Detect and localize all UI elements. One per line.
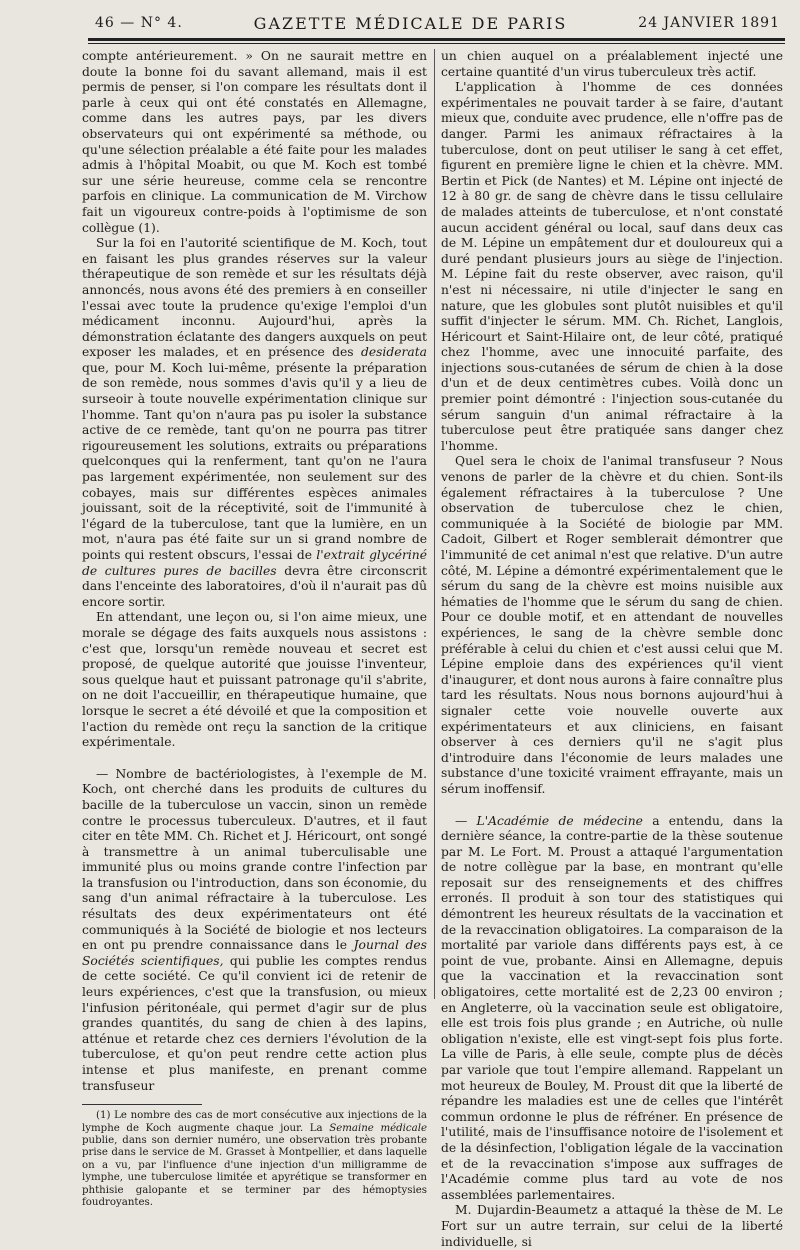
text-span: que, pour M. Koch lui-même, présente la préparation de son remède, nous sommes d'avis qu'il y a lieu de surseoir à toute nouvelle expérimentation clinique sur l'homme. Tant qu'on n'aura pas pu isoler la substance active de ce remède, tant qu'on ne pourra pas titrer rigoureusement les solutions, extraits ou préparations quelconques qui la renferment, tant qu'on ne l'aura pas largement expérimentée, non seulement sur des cobayes, mais sur différentes espèces animales jouissant, soit de la réceptivité, soit de l'immunité à l'égard de la tuberculose, tant que la lumière, en un mot, n'aura pas été faite sur un si grand nombre de points qui restent obscurs, l'essai de xyxy=(82,360,427,562)
text-span: Sur la foi en l'autorité scientifique de M. Koch, tout en faisant les plus grandes réserves sur la valeur thérapeutique de son remède et sur les résultats déjà annoncés, nous avons été des premiers à en conseiller l'essai avec toute la prudence qu'exige l'emploi d'un médicament inconnu. Aujourd'hui, après la démonstration éclatante des dangers auxquels on peut exposer les malades, et en présence des xyxy=(82,236,427,360)
right-paragraph-1: un chien auquel on a préalablement injecté une certaine quantité d'un virus tuberculeux très actif. xyxy=(441,49,783,79)
text-span: devra être circonscrit dans l'enceinte des laboratoires, d'où il n'aurait pas dû encore sortir. xyxy=(82,563,427,609)
text-span: a entendu, dans la dernière séance, la contre-partie de la thèse soutenue par M. Le Fort. M. Proust a attaqué l'argumentation de notre collègue par la base, en montrant qu'elle reposait sur des renseignements et des chiffres erronés. Il produit à son tour des statistiques qui démontrent les heureux résultats de la vaccination et de la revaccination obligatoires. La comparaison de la mortalité par variole dans différents pays est, à ce point de vue, probante. Ainsi en Allemagne, depuis que la vaccination et la revaccination sont obligatoires, cette mortalité est de 2,23 00 environ ; en Angleterre, où la vaccination seule est obligatoire, elle est trois fois plus grande ; en Autriche, où nulle obligation n'existe, elle est vingt-sept fois plus forte. La ville de Paris, à elle seule, compte plus de décès par variole que tout l'empire allemand. Rappelant un mot heureux de Bouley, M. Proust dit que la liberté de répandre les maladies est une de celles que l'intérêt commun ordonne le plus de réfréner. En présence de l'utilité, mais de l'insuffisance notoire de l'isolement et de la désinfection, l'obligation légale de la vaccination et de la revaccination s'impose aux suffrages de l'Académie comme plus tard au vote de nos assemblées parlementaires. xyxy=(441,813,783,1202)
right-paragraph-2: L'application à l'homme de ces données expérimentales ne pouvait tarder à se faire, d'autant mieux que, conduite avec prudence, elle n'offre pas de danger. Parmi les animaux réfractaires à la tuberculose, dont on peut utiliser le sang à cet effet, figurent en première ligne le chien et la chèvre. MM. Bertin et Pick (de Nantes) et M. Lépine ont injecté de 12 à 80 gr. de sang de chèvre dans le tissu cellulaire de malades atteints de tuberculose, et n'ont constaté aucun accident général ou local, sauf dans deux cas de M. Lépine un empâtement dur et douloureux qui a duré pendant plusieurs jours au siège de l'injection. M. Lépine fait du reste observer, avec raison, qu'il n'est ni nécessaire, ni utile d'injecter le sang en nature, que les globules sont plutôt nuisibles et qu'il suffit d'injecter le sérum. MM. Ch. Richet, Langlois, Héricourt et Saint-Hilaire ont, de leur côté, pratiqué chez l'homme, avec une innocuité parfaite, des injections sous-cutanées de sérum de chien à la dose d'un et de deux centimètres cubes. Voilà donc un premier point démontré : l'injection sous-cutanée du sérum sanguin d'un animal réfractaire à la tuberculose peut être pratiquée sans danger chez l'homme. xyxy=(441,80,783,453)
footnote xyxy=(82,1110,427,1209)
text-span: — Nombre de bactériologistes, à l'exemple de M. Koch, ont cherché dans les produits de cultures du bacille de la tuberculose un vaccin, sinon un remède contre le processus tuberculeux. D'autres, et il faut citer en tête MM. Ch. Richet et J. Héricourt, ont songé à transmettre à un animal tuberculisable une immunité plus ou moins grande contre l'infection par la transfusion ou l'introduction, dans son économie, du sang d'un animal réfractaire à la tuberculose. Les résultats des deux expérimentateurs ont été communiqués à la Société de biologie et nos lecteurs en ont pu prendre connaissance dans le xyxy=(82,766,427,953)
column-divider xyxy=(434,49,435,999)
left-paragraph-2 xyxy=(82,236,427,610)
right-paragraph-3: Quel sera le choix de l'animal transfuseur ? Nous venons de parler de la chèvre et du chien. Sont-ils également réfractaires à la tuberculose ? Une observation de tuberculose chez le chien, communiquée à la Société de biologie par MM. Cadoit, Gilbert et Roger semblerait démontrer que l'immunité de cet animal n'est que relative. D'un autre côté, M. Lépine a démontré expérimentalement que le sérum du sang de la chèvre est moins nuisible aux hématies de l'homme que le sérum du sang de chien. Pour ce double motif, et en attendant de nouvelles expériences, le sang de la chèvre semble donc préférable à celui du chien et c'est aussi celui que M. Lépine emploie dans des expériences qu'il vient d'inaugurer, et dont nous aurons à faire connaître plus tard les résultats. Nous nous bornons aujourd'hui à signaler cette voie nouvelle ouverte aux expérimentateurs et aux cliniciens, en faisant observer à ces derniers qu'il ne s'agit plus d'introduire dans l'économie de leurs malades une substance d'une toxicité vraiment effrayante, mais un sérum inoffensif. xyxy=(441,454,783,796)
issue-date: 24 JANVIER 1891 xyxy=(638,15,780,31)
right-paragraph-5: M. Dujardin-Beaumetz a attaqué la thèse de M. Le Fort sur un autre terrain, sur celui de la liberté individuelle, si xyxy=(441,1203,783,1249)
text-span: publie, dans son dernier numéro, une observation très probante prise dans le service de M. Grasset à Montpellier, et dans laquelle on a vu, par l'influence d'une injection d'un milligramme de lymphe, une tuberculose limitée et apyrétique se transformer en phthisie galopante et se terminer par des hémoptysies foudroyantes. xyxy=(82,1135,427,1209)
footnote-rule xyxy=(82,1104,202,1105)
italic-term: desiderata xyxy=(360,345,427,360)
right-column xyxy=(441,49,783,1249)
left-column xyxy=(82,49,427,1209)
header-rule-thin xyxy=(88,43,785,44)
text-span: (1) Le nombre des cas de mort consécutive aux injections de la lymphe de Koch augmente chaque jour. La xyxy=(82,1110,427,1134)
italic-journal-name: Semaine médicale xyxy=(329,1122,427,1134)
text-span: qui publie les comptes rendus de cette société. Ce qu'il convient ici de retenir de leurs expériences, c'est que la transfusion, ou mieux l'infusion péritonéale, qui permet d'agir sur de plus grandes quantités, du sang de chien à des lapins, atténue et retarde chez ces derniers l'évolution de la tuberculose, et qu'on peut rendre cette action plus intense et plus manifeste, en prenant comme transfuseur xyxy=(82,953,427,1093)
left-paragraph-3: En attendant, une leçon ou, si l'on aime mieux, une morale se dégage des faits auxquels nous assistons : c'est que, lorsqu'un remède nouveau et secret est proposé, de quelque autorité que jouisse l'inventeur, sous quelque haut et puissant patronage qu'il s'abrite, on ne doit l'accueillir, en thérapeutique humaine, que lorsque le secret a été dévoilé et que la composition et l'action du remède ont reçu la sanction de la critique expérimentale. xyxy=(82,610,427,750)
left-paragraph-4 xyxy=(82,767,427,1094)
page-issue-number: 46 — N° 4. xyxy=(95,15,183,31)
italic-section-heading: — L'Académie de médecine xyxy=(455,813,643,828)
right-paragraph-4 xyxy=(441,814,783,1204)
header-rule-thick xyxy=(88,38,785,41)
italic-journal-name: Journal des Sociétés scientifiques, xyxy=(82,938,427,968)
italic-term: l'extrait glycériné de cultures pures de bacilles xyxy=(82,548,427,578)
journal-title: GAZETTE MÉDICALE DE PARIS xyxy=(253,13,568,33)
left-paragraph-1: compte antérieurement. » On ne saurait mettre en doute la bonne foi du savant allemand, mais il est permis de penser, si l'on compare les résultats dont il parle à ceux qui ont été constatés en Allemagne, comme dans les autres pays, par les divers observateurs qui ont expérimenté sa méthode, ou qu'une sélection préalable a été faite pour les malades admis à l'hôpital Moabit, ou que M. Koch est tombé sur une série heureuse, comme cela se rencontre parfois en clinique. La communication de M. Virchow fait un vigoureux contre-poids à l'optimisme de son collègue (1). xyxy=(82,49,427,235)
page-header xyxy=(95,10,780,36)
